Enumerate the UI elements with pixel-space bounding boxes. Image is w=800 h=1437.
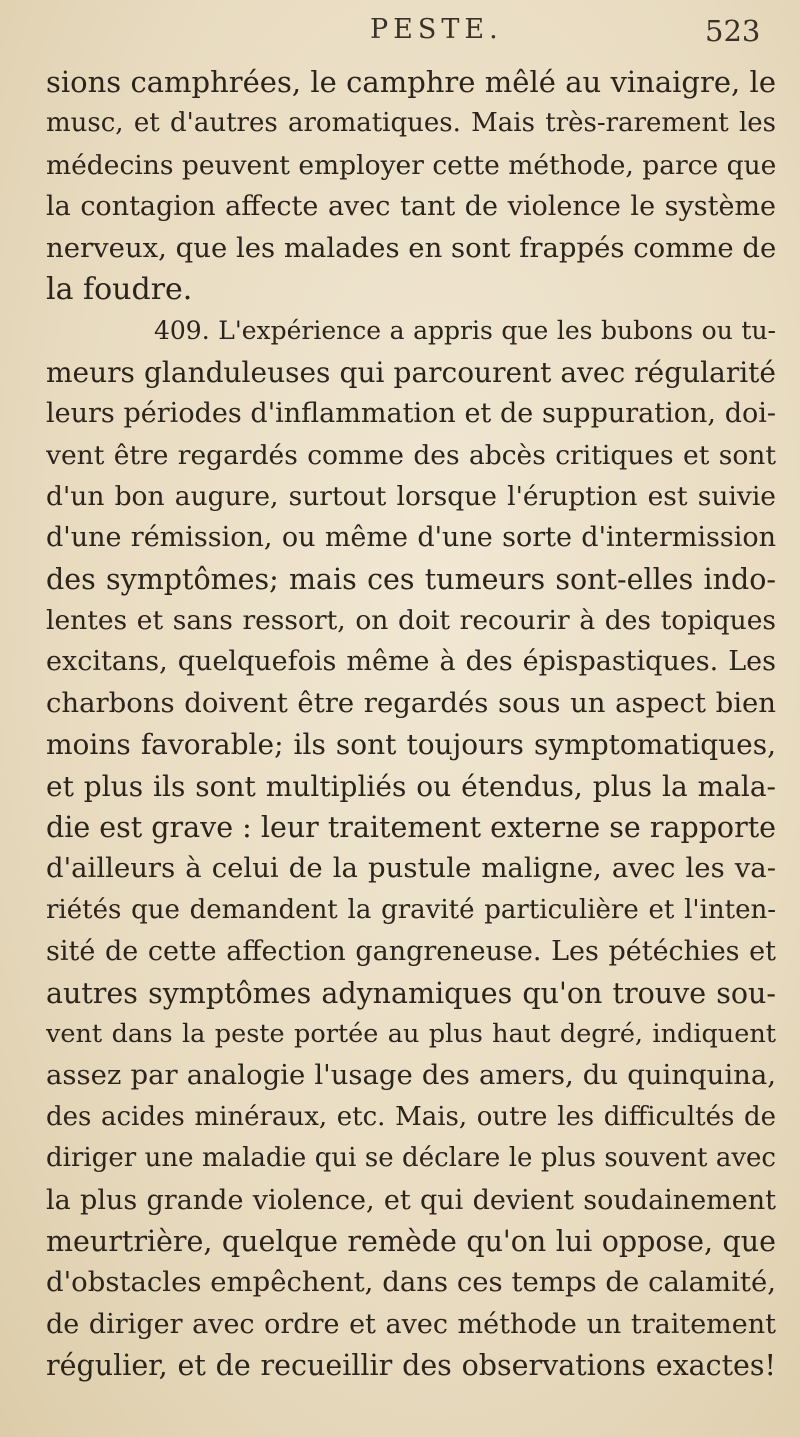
text-line: leurs périodes d'inflammation et de suppuration, doi- xyxy=(46,398,776,430)
text-line: lentes et sans ressort, on doit recourir à des topiques xyxy=(46,605,776,637)
running-head: PESTE. xyxy=(370,14,503,45)
text-line: meurs glanduleuses qui parcourent avec régularité xyxy=(46,355,776,389)
text-line: et plus ils sont multipliés ou étendus, plus la mala- xyxy=(46,769,776,803)
text-line: riétés que demandent la gravité particulière et l'inten- xyxy=(46,894,776,925)
text-line: la foudre. xyxy=(46,271,193,307)
text-line: sions camphrées, le camphre mêlé au vinaigre, le xyxy=(46,65,776,99)
text-line: la contagion affecte avec tant de violence le système xyxy=(46,191,776,223)
body-text xyxy=(46,62,776,1387)
text-line: vent être regardés comme des abcès critiques et sont xyxy=(46,439,776,471)
text-line: assez par analogie l'usage des amers, du quinquina, xyxy=(46,1059,776,1092)
text-line: musc, et d'autres aromatiques. Mais très-rarement les xyxy=(46,108,776,139)
text-line: nerveux, que les malades en sont frappés comme de xyxy=(46,231,776,264)
text-line: charbons doivent être regardés sous un aspect bien xyxy=(46,686,776,719)
text-line: médecins peuvent employer cette méthode, parce que xyxy=(46,149,776,181)
text-line: autres symptômes adynamiques qu'on trouve sou- xyxy=(46,976,776,1010)
text-line: de diriger avec ordre et avec méthode un traitement xyxy=(46,1308,776,1340)
text-line: des symptômes; mais ces tumeurs sont-elles indo- xyxy=(46,562,776,596)
text-line: meurtrière, quelque remède qu'on lui oppose, que xyxy=(46,1224,776,1258)
page-number: 523 xyxy=(705,14,761,48)
text-line: d'une rémission, ou même d'une sorte d'intermission xyxy=(46,522,776,554)
text-line: vent dans la peste portée au plus haut degré, indiquent xyxy=(46,1018,776,1049)
paragraph-start-line: 409. L'expérience a appris que les bubons ou tu- xyxy=(154,316,776,346)
text-line: excitans, quelquefois même à des épispastiques. Les xyxy=(46,646,776,678)
text-line: sité de cette affection gangreneuse. Les pétéchies et xyxy=(46,936,776,968)
page-header xyxy=(0,14,800,54)
text-line: régulier, et de recueillir des observations exactes! xyxy=(46,1349,776,1383)
text-line: d'un bon augure, surtout lorsque l'éruption est suivie xyxy=(46,480,776,512)
text-line: des acides minéraux, etc. Mais, outre les difficultés de xyxy=(46,1101,776,1132)
text-line: diriger une maladie qui se déclare le plus souvent avec xyxy=(46,1143,776,1174)
text-line: la plus grande violence, et qui devient soudainement xyxy=(46,1184,776,1216)
text-line: d'ailleurs à celui de la pustule maligne, avec les va- xyxy=(46,852,776,885)
text-line: die est grave : leur traitement externe se rapporte xyxy=(46,811,776,845)
text-line: d'obstacles empêchent, dans ces temps de calamité, xyxy=(46,1266,776,1299)
text-line: moins favorable; ils sont toujours symptomatiques, xyxy=(46,728,776,762)
